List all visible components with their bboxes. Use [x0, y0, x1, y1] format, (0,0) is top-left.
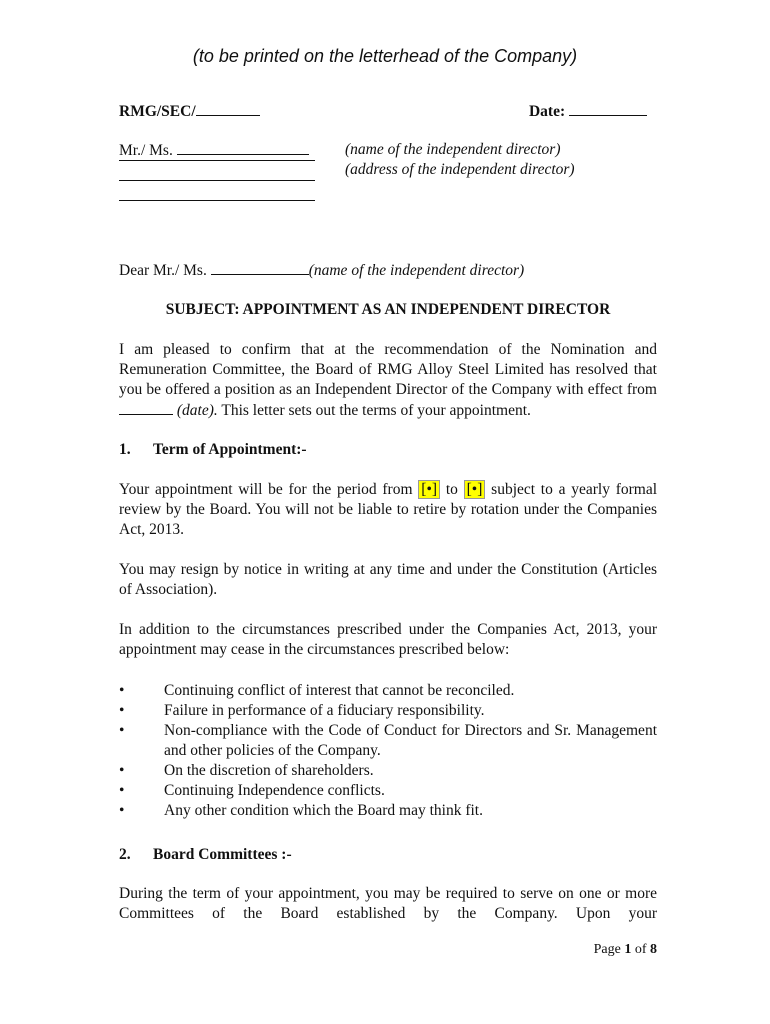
end-date-placeholder: [•] — [464, 480, 486, 499]
effective-date-blank — [119, 400, 173, 415]
page-number: Page 1 of 8 — [593, 942, 657, 957]
committees-paragraph: During the term of your appointment, you may be required to serve on one or more Committees of the Board established by the Company. Upon your — [119, 885, 657, 922]
reference-blank — [196, 101, 260, 116]
list-item: • Failure in performance of a fiduciary responsibility. — [119, 702, 485, 719]
section-1-heading — [119, 440, 657, 460]
addressee-salutation: Mr./ Ms. — [119, 142, 173, 159]
greeting-name-blank — [211, 260, 309, 275]
address-line-2 — [119, 180, 315, 181]
list-item: • Non-compliance with the Code of Conduct for Directors and Sr. Management and other policies of the Company. — [119, 722, 657, 759]
intro-date-note: (date). — [176, 402, 218, 419]
bullet-icon: • — [119, 722, 125, 739]
intro-text-1: I am pleased to confirm that at the recommendation of the Nomination and Remuneration Committee, the Board of RMG Alloy Steel Limited has resolved that you be offered a position as an Independent Director of the Company with effect from — [119, 341, 657, 398]
term-text-to: to — [445, 481, 458, 498]
addressee-name-note: (name of the independent director) — [345, 141, 561, 158]
section-1-number: 1. — [119, 441, 131, 458]
address-line-1 — [119, 160, 315, 161]
resign-paragraph: You may resign by notice in writing at any time and under the Constitution (Articles of Association). — [119, 561, 657, 598]
bullet-icon: • — [119, 762, 125, 779]
addressee-name-blank — [177, 140, 309, 155]
list-item: • On the discretion of shareholders. — [119, 762, 374, 779]
cessation-paragraph: In addition to the circumstances prescribed under the Companies Act, 2013, your appointment may cease in the circumstances prescribed below: — [119, 621, 657, 658]
greeting-prefix: Dear Mr./ Ms. — [119, 262, 207, 279]
term-paragraph — [119, 480, 657, 540]
list-item: • Any other condition which the Board may think fit. — [119, 802, 483, 819]
addressee-address-note: (address of the independent director) — [345, 161, 575, 178]
bullet-icon: • — [119, 702, 125, 719]
cessation-list — [119, 681, 657, 821]
subject-line: SUBJECT: APPOINTMENT AS AN INDEPENDENT DIRECTOR — [165, 301, 611, 318]
addressee-name-row — [119, 140, 657, 161]
term-text-b: subject to a yearly formal review by the Board. You will not be liable to retire by rotation under the Companies Act, 2013. — [119, 481, 658, 538]
reference-row — [119, 101, 657, 122]
address-line-3 — [119, 200, 315, 201]
date-label: Date: — [528, 103, 566, 120]
section-1-title: Term of Appointment:- — [153, 441, 307, 458]
section-2-heading — [119, 845, 657, 865]
list-item: • Continuing Independence conflicts. — [119, 782, 385, 799]
list-item: • Continuing conflict of interest that cannot be reconciled. — [119, 682, 515, 699]
term-text-a: Your appointment will be for the period from — [119, 481, 413, 498]
bullet-icon: • — [119, 782, 125, 799]
bullet-icon: • — [119, 802, 125, 819]
letterhead-note: (to be printed on the letterhead of the Company) — [192, 46, 578, 66]
greeting-name-note: (name of the independent director) — [308, 262, 525, 279]
section-2-number: 2. — [119, 846, 131, 863]
greeting-line — [119, 260, 657, 281]
date-blank — [569, 101, 647, 116]
section-2-title: Board Committees :- — [153, 846, 292, 863]
reference-label: RMG/SEC/ — [119, 103, 196, 120]
bullet-icon: • — [119, 682, 125, 699]
intro-text-2: This letter sets out the terms of your appointment. — [221, 402, 531, 419]
date-field — [529, 101, 647, 122]
intro-paragraph — [119, 340, 657, 421]
start-date-placeholder: [•] — [418, 480, 440, 499]
